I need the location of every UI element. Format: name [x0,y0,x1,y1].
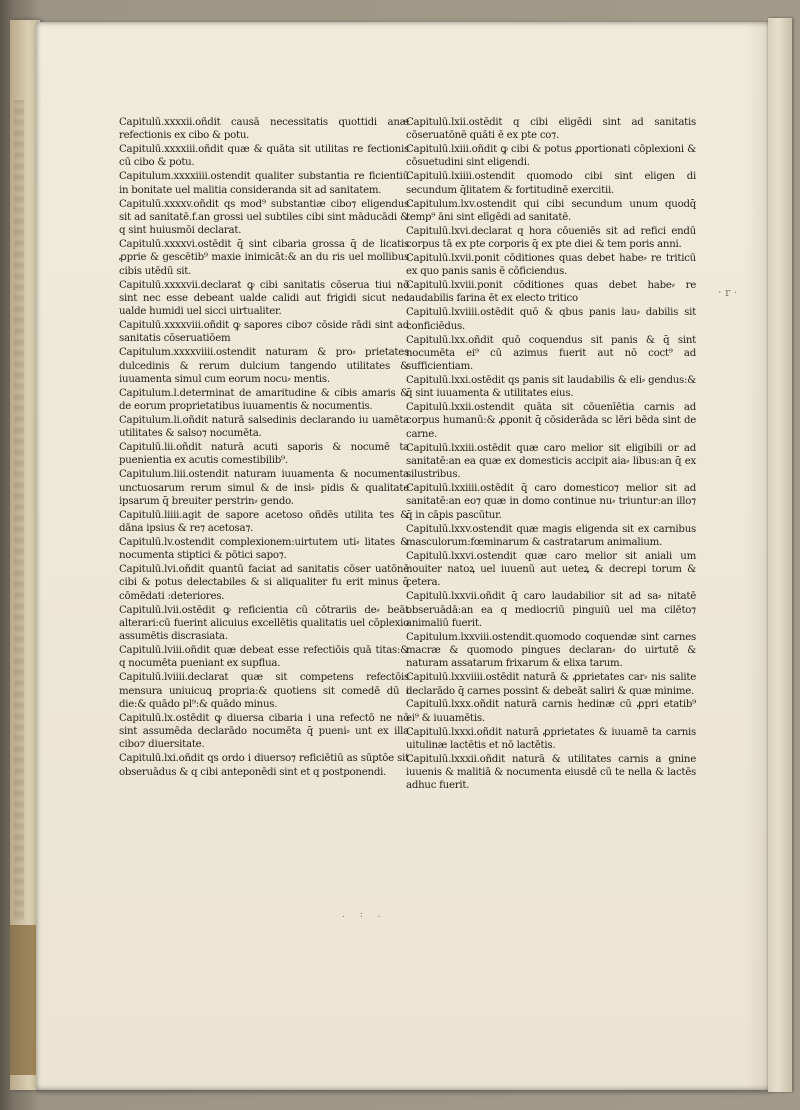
chapter-entry-text: Capitulū.lxxvi.ostendit quæ caro melior sit aniali um nouiter natoꝝ uel iuuenū aut ueteꝝ & decrepi torum & cetera. [406,550,696,589]
chapter-entry [406,671,696,698]
chapter-entry [406,198,696,225]
chapter-entry-text: Capitulū.lviiii.declarat quæ sit competens refectōis mensura uniuicuꝗ propria:& quotiens sit comedē dū i die:& quādo pl⁹:& quādo minus. [119,672,409,710]
chapter-entry-text: Capitulū.lxxxii.oñdit naturā & utilitates carnis a gnine iuuenis & malitiā & nocumenta eiusdē cū te nella & lactēs adhuc fuerit. [406,753,696,792]
chapter-entry-text: Capitulū.lxxviiii.ostēdit naturā & ꝓprietates car⸗ nis salite declarādo q̄ carnes possint & debeāt saliri & quæ minime. [406,672,696,697]
chapter-entry-text: Capitulū.xxxxv.oñdit qs mod⁹ substantiæ cibo⁊ eligendus sit ad sanitatē.f.an grossi uel subtiles cibi sint māducādi & q sint huiusmōi declarat. [119,198,409,237]
page-edge [768,18,792,1092]
chapter-entry-text: Capitulū.lxi.oñdit qs ordo i diuerso⁊ reficiētiū as sūptōe sit obseruādus & q cibi anteponēdi sint et q postponendi. [119,753,409,778]
chapter-entry [119,563,409,603]
chapter-list-right-column [406,116,696,793]
chapter-entry-text: Capitulū.lxiiii.ostendit quomodo cibi sint eligen di secundum q̄litatem & fortitudinē exercitii. [406,171,696,196]
chapter-entry [406,374,696,401]
chapter-entry [119,752,409,779]
chapter-entry-text: Capitulū.lxiii.oñdit ꝙ cibi & potus ꝓportionati cōplexioni & cōsuetudini sint eligendi. [406,144,696,169]
chapter-entry-text: Capitulū.xxxxviii.oñdit ꝙ sapores cibo⁊ cōside rādi sint ad sanitatis cōseruatiōem [119,320,409,345]
chapter-entry [406,116,696,143]
margin-mark: · r · [718,286,738,299]
chapter-entry [406,698,696,725]
chapter-entry [119,198,409,238]
chapter-entry [406,225,696,252]
chapter-entry-text: Capitulū.lvii.ostēdit ꝙ reficientia cū cōtrariis de⸗ beāt alterari:cū fuerint alicuius excellētis qualitatis uel cōplexio assumētis discrasiata. [119,604,409,643]
chapter-entry [406,252,696,279]
bottom-ink-dots: . : . [342,910,387,920]
chapter-entry [406,590,696,630]
chapter-entry-text: Capitulum.lxv.ostendit qui cibi secundum unum quodq̄ temp⁹ āni sint elīgēdi ad sanitatē. [406,198,696,223]
chapter-entry-text: Capitulū.xxxxiii.oñdit quæ & quāta sit utilitas re fectionis cū cibo & potu. [119,144,409,169]
chapter-entry [406,170,696,197]
chapter-entry [406,631,696,671]
chapter-entry [119,346,409,386]
chapter-entry-text: Capitulū.lxxi.ostēdit qs panis sit laudabilis & eli⸗ gendus:& q̄ sint iuuamenta & utilitates eius. [406,374,696,400]
chapter-entry-text: Capitulum.xxxxviiii.ostendit naturam & pro⸗ prietates dulcedinis & rerum dulcium tangendo utilitates & iuuamenta simul cum eorum nocu⸗ mentis. [119,347,409,385]
chapter-entry-text: Capitulū.xxxxvii.declarat ꝙ cibi sanitatis cōserua tiui nō sint nec esse debeant ualde calidi aut frigidi sicut nec ualde humidi uel sicci uirtualiter. [119,279,409,318]
chapter-entry-text: Capitulū.lxx.oñdit quō coquendus sit panis & q̄ sint nocumēta ei⁹ cū azimus fuerit aut nō coct⁹ ad sufficientiam. [406,334,696,373]
chapter-entry-text: Capitulū.lxvi.declarat q hora cōueniēs sit ad refici endū corpus tā ex pte corporis q̄ ex pte diei & tem poris anni. [406,225,696,251]
chapter-entry-text: Capitulū.xxxxii.oñdit causā necessitatis quottidi anæ refectionis ex cibo & potu. [119,117,409,142]
chapter-entry [406,306,696,333]
chapter-entry-text: Capitulū.lxxii.ostendit quāta sit cōuenīētia carnis ad corpus humanū:& ꝓponit q̄ cōsiderāda sc lēri bēda sint de carne. [406,402,696,440]
chapter-entry [406,279,696,306]
chapter-list-left-column [119,116,409,779]
chapter-entry [119,644,409,671]
chapter-entry [119,671,409,711]
chapter-entry [406,143,696,170]
chapter-entry-text: Capitulū.lx.ostēdit ꝙ diuersa cibaria i una refectō ne nō sint assumēda declarādo nocumēta q̄ pueni⸗ unt ex illa cibo⁊ diuersitate. [119,712,409,751]
chapter-entry-text: Capitulū.lviii.oñdit quæ debeat esse refectiōis quā titas:& q nocumēta pueniant ex supflua. [119,645,409,670]
chapter-entry-text: Capitulū.lxxxi.oñdit naturā ꝓprietates & iuuamē ta carnis uitulinæ lactētis et nō lactētis. [406,726,696,751]
chapter-entry-text: Capitulū.lxxx.oñdit naturā carnis hedinæ cū ꝓpri etatib⁹ ei⁹ & iuuamētis. [406,699,696,724]
chapter-entry-text: Capitulū.lxxiiii.ostēdit q̄ caro domestico⁊ melior sit ad sanitatē:an eo⁊ quæ in domo continue nu⸗ triuntur:an illo⁊ q̄ in cāpis pascūtur. [406,483,696,521]
chapter-entry-text: Capitulū.lxviii.ponit cōditiones quas debet habe⸗ re laudabilis farina ēt ex electo tritico [406,280,696,305]
chapter-entry [406,334,696,374]
chapter-entry-text: Capitulum.xxxxiiii.ostendit qualiter substantia re ficientiū in bonitate uel malitia consideranda sit ad sanitatem. [119,171,409,196]
chapter-entry-text: Capitulum.l.determinat de amaritudine & cibis amaris & de eorum proprietatibus iuuamentis & nocumentis. [119,387,409,412]
chapter-entry [119,387,409,414]
chapter-entry-text: Capitulum.lxxviii.ostendit.quomodo coquendæ sint carnes macræ & quomodo pingues declaran⸗ do uirtutē & naturam assatarum frixarum & elixa tarum. [406,631,696,670]
chapter-entry [119,414,409,441]
chapter-entry-text: Capitulum.li.oñdit naturā salsedinis declarando iu uamēta utilitates & salso⁊ nocumēta. [119,414,409,440]
chapter-entry [119,509,409,536]
chapter-entry-text: Capitulū.lxviiii.ostēdit quō & qbus panis lau⸗ dabilis sit conficiēdus. [406,307,696,332]
chapter-entry-text: Capitulū.lxii.ostēdit q cibi eligēdi sint ad sanitatis cōseruatōnē quāti ē ex pte co⁊. [406,117,696,142]
chapter-entry [119,143,409,170]
chapter-entry [119,238,409,278]
chapter-entry-text: Capitulū.lxxvii.oñdit q̄ caro laudabilior sit ad sa⸗ nitatē obseruādā:an ea q mediocriū pinguiū uel ma cilēto⁊ animaliū fuerit. [406,591,696,629]
chapter-entry-text: Capitulū.lii.oñdit naturā acuti saporis & nocumē ta puenientia ex acutis comestibilib⁹. [119,442,409,467]
chapter-entry [119,170,409,197]
chapter-entry-text: Capitulū.lxvii.ponit cōditiones quas debet habe⸗ re triticū ex quo panis sanis ē cōficiendus. [406,252,696,278]
chapter-entry [119,441,409,468]
chapter-entry [119,536,409,563]
chapter-entry [406,523,696,550]
chapter-entry-text: Capitulū.lxxv.ostendit quæ magis eligenda sit ex carnibus masculorum:fœminarum & castratarum animalium. [406,523,696,548]
chapter-entry [119,604,409,644]
chapter-entry-text: Capitulū.lv.ostendit complexionem:uirtutem uti⸗ litates & nocumenta stiptici & pōtici sapo⁊. [119,536,409,562]
chapter-entry-text: Capitulū.xxxxvi.ostēdit q̄ sint cibaria grossa q̄ de licatis ꝓprie & gescētib⁹ maxie inimicāt:& an du ris uel mollibus cibis utēdū sit. [119,239,409,277]
chapter-entry [119,712,409,752]
chapter-entry [119,279,409,319]
chapter-entry [119,116,409,143]
chapter-entry [406,726,696,753]
chapter-entry-text: Capitulū.liiii.agit de sapore acetoso oñdēs utilita tes & dāna ipsius & re⁊ acetosa⁊. [119,509,409,535]
chapter-entry [406,753,696,793]
chapter-entry [406,482,696,522]
chapter-entry-text: Capitulū.lvi.oñdit quantū faciat ad sanitatis cōser uatōnē cibi & potus delectabiles & si aliqualiter fu erit minus q̄ cōmēdati :deteriores. [119,564,409,602]
chapter-entry [406,401,696,441]
chapter-entry [119,468,409,508]
chapter-entry [119,319,409,346]
chapter-entry [406,550,696,590]
chapter-entry-text: Capitulum.liii.ostendit naturam iuuamenta & nocumenta unctuosarum rerum simul & de insi⸗ pidis & qualitate ipsarum q̄ breuiter perstrin⸗ gendo. [119,469,409,507]
chapter-entry-text: Capitulū.lxxiii.ostēdit quæ caro melior sit eligibili or ad sanitatē:an ea quæ ex domesticis accipit aia⸗ libus:an q̄ ex silustribus. [406,442,696,481]
chapter-entry [406,442,696,482]
